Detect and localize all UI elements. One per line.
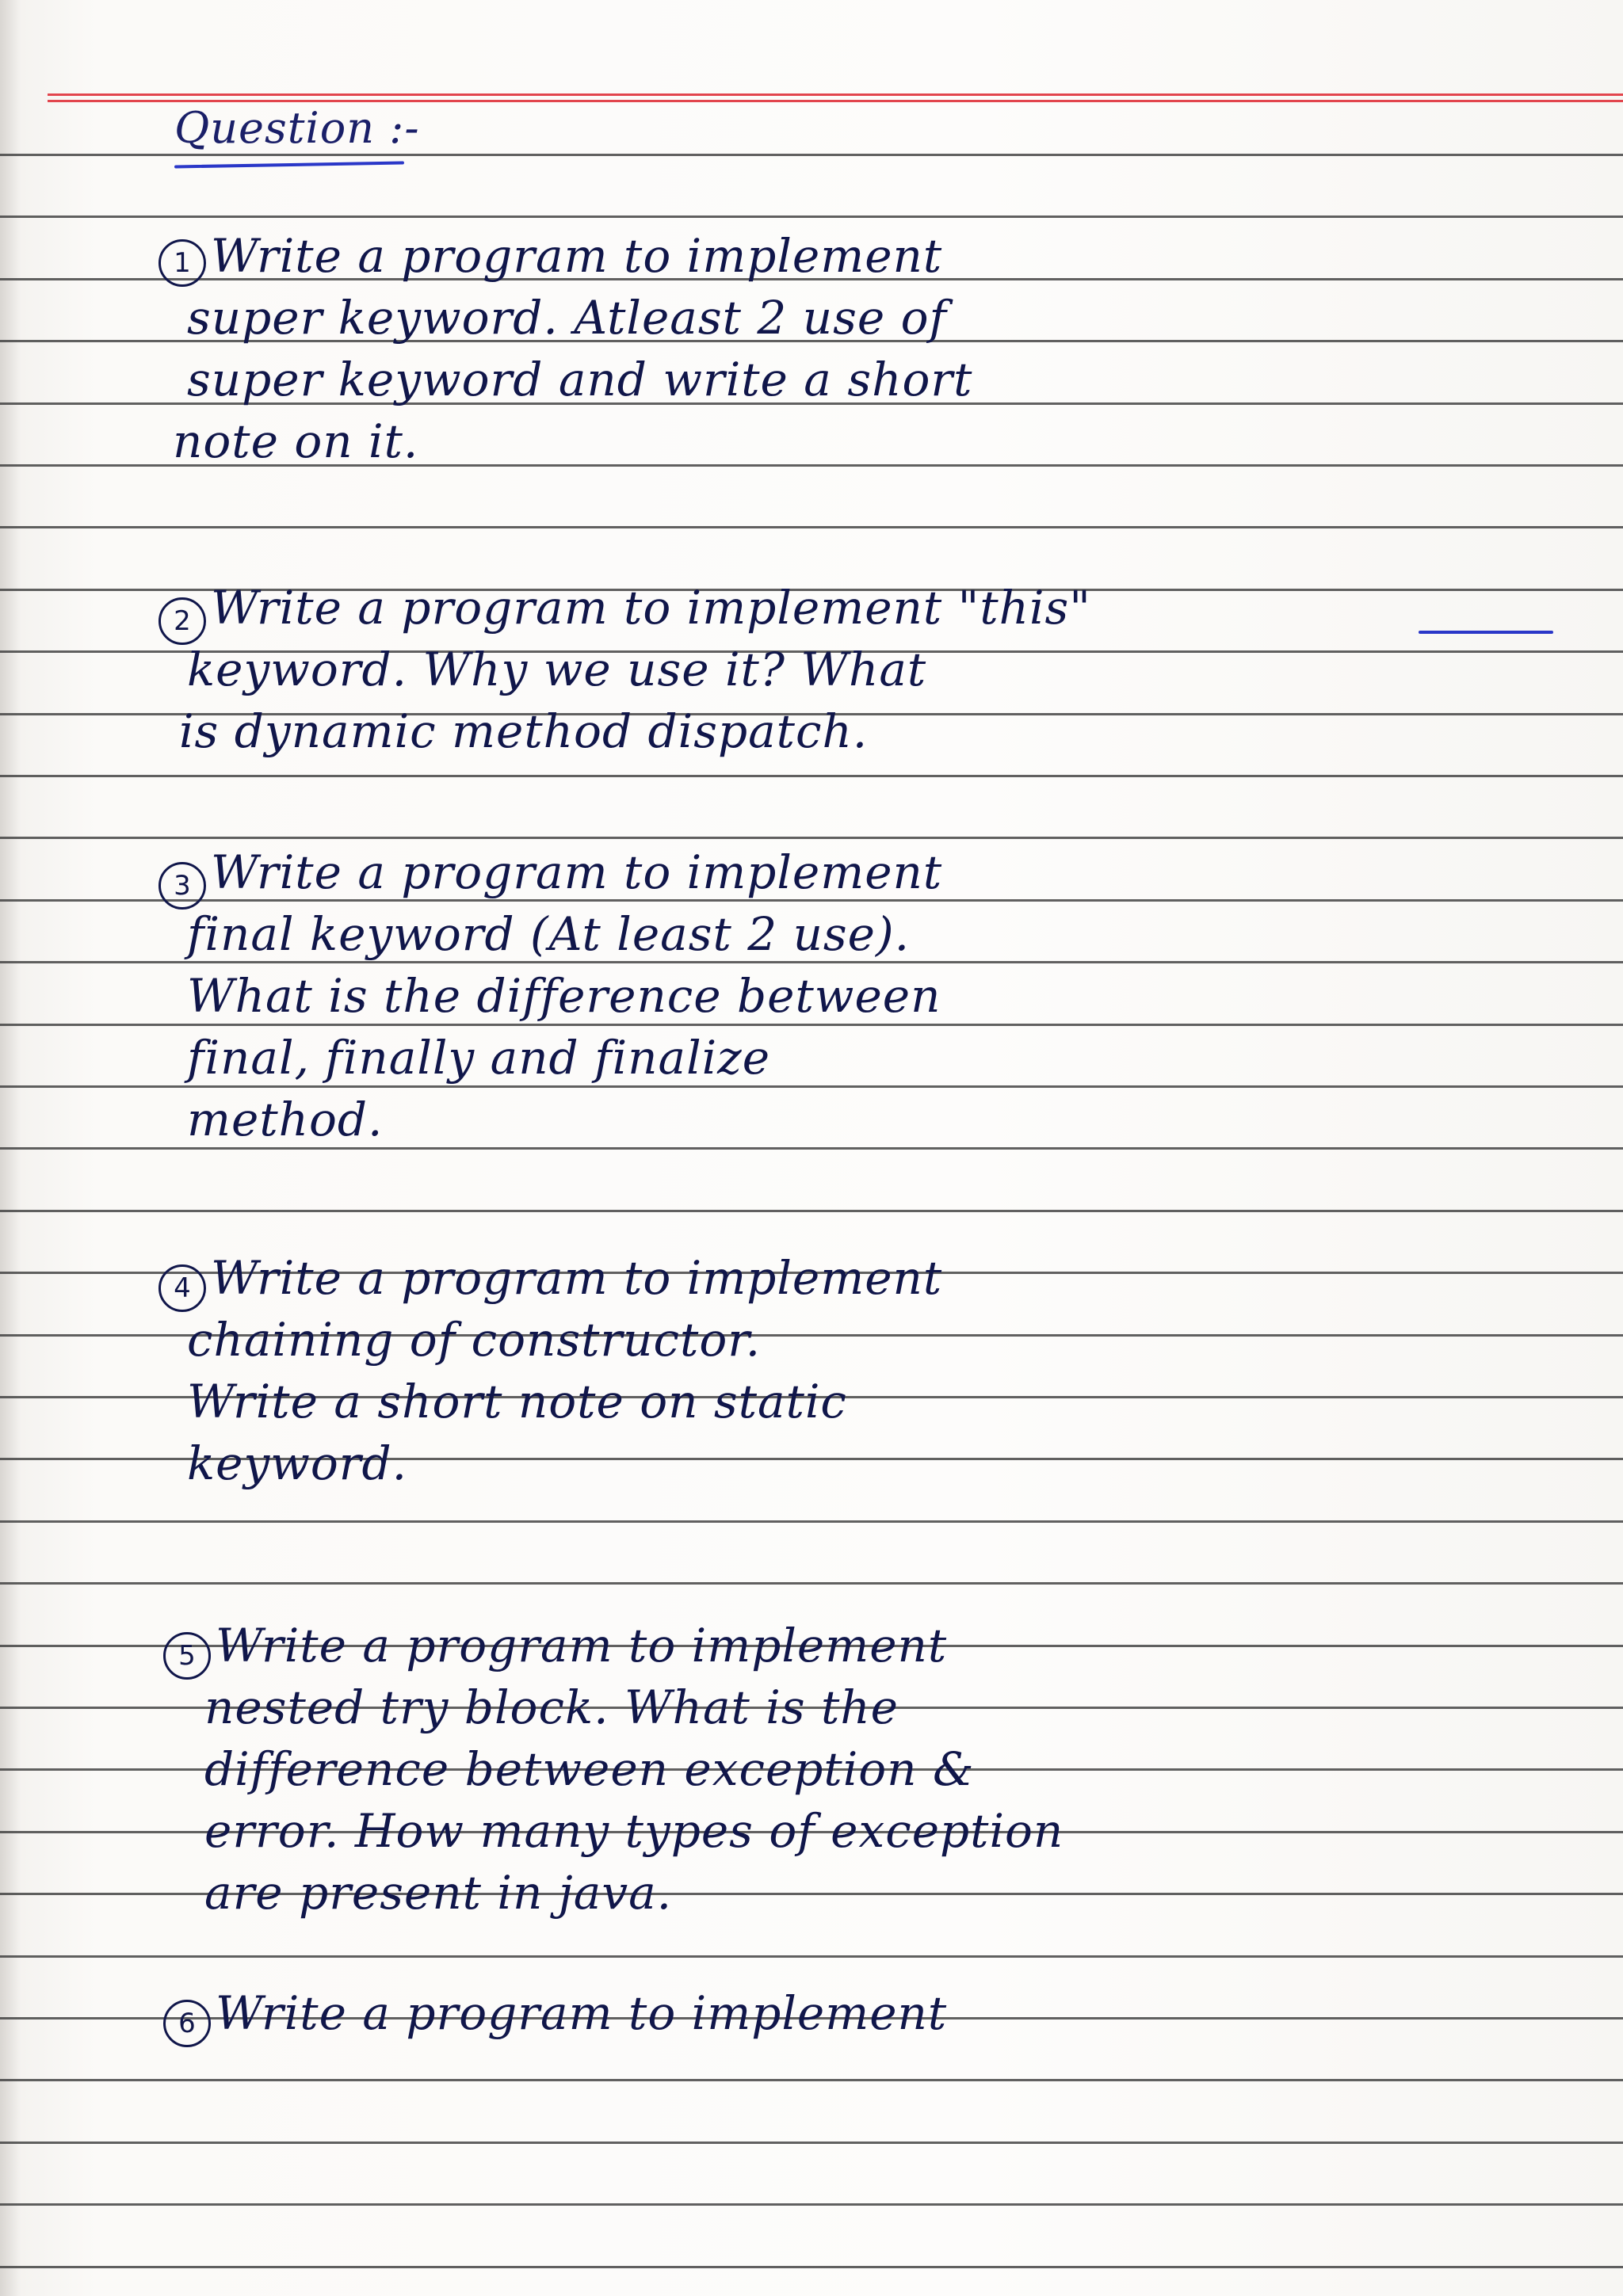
rule-line: [0, 2266, 1623, 2268]
question-line: super keyword and write a short: [187, 353, 973, 406]
question-line: chaining of constructor.: [187, 1313, 762, 1367]
question-line: Write a short note on static: [187, 1375, 847, 1428]
question-number-circle: 1: [158, 239, 206, 287]
question-number-circle: 2: [158, 597, 206, 645]
rule-line: [0, 2079, 1623, 2081]
question-line: is dynamic method dispatch.: [179, 704, 869, 758]
rule-line: [0, 837, 1623, 839]
rule-line: [0, 1582, 1623, 1585]
question-line: Write a program to implement: [211, 229, 943, 283]
question-line: error. How many types of exception: [204, 1804, 1064, 1858]
question-line: keyword.: [187, 1436, 408, 1490]
rule-line: [0, 1085, 1623, 1088]
question-line: nested try block. What is the: [204, 1680, 899, 1734]
question-line: super keyword. Atleast 2 use of: [187, 291, 947, 345]
question-line: Write a program to implement: [216, 1619, 948, 1672]
question-line: difference between exception &: [204, 1742, 975, 1796]
rule-line: [0, 526, 1623, 528]
question-line: final, finally and finalize: [187, 1031, 771, 1085]
rule-line: [0, 1520, 1623, 1523]
rule-line: [0, 1147, 1623, 1150]
question-line: Write a program to implement: [211, 1251, 943, 1305]
question-line: method.: [187, 1093, 384, 1146]
this-underline: [1419, 631, 1553, 634]
question-line: note on it.: [173, 414, 419, 468]
question-line: keyword. Why we use it? What: [187, 643, 927, 696]
red-rule-line: [48, 93, 1623, 96]
question-number-circle: 3: [158, 862, 206, 910]
rule-line: [0, 154, 1623, 156]
question-line: Write a program to implement: [211, 845, 943, 899]
question-line: Write a program to implement "this": [211, 581, 1091, 635]
heading-underline: [174, 161, 404, 168]
rule-line: [0, 2203, 1623, 2206]
rule-line: [0, 775, 1623, 777]
rule-line: [0, 1024, 1623, 1026]
rule-line: [0, 2142, 1623, 2144]
question-number-circle: 5: [163, 1632, 211, 1680]
question-line: What is the difference between: [187, 969, 941, 1023]
red-rule-line: [48, 100, 1623, 102]
question-number-circle: 6: [163, 2000, 211, 2047]
rule-line: [0, 1955, 1623, 1958]
red-margin-lines: [0, 93, 1623, 101]
question-number-circle: 4: [158, 1264, 206, 1312]
page-heading: Question :-: [174, 103, 420, 153]
question-line: Write a program to implement: [216, 1986, 948, 2040]
question-line: are present in java.: [204, 1866, 673, 1920]
question-line: final keyword (At least 2 use).: [187, 907, 911, 961]
rule-line: [0, 215, 1623, 218]
rule-line: [0, 1210, 1623, 1212]
